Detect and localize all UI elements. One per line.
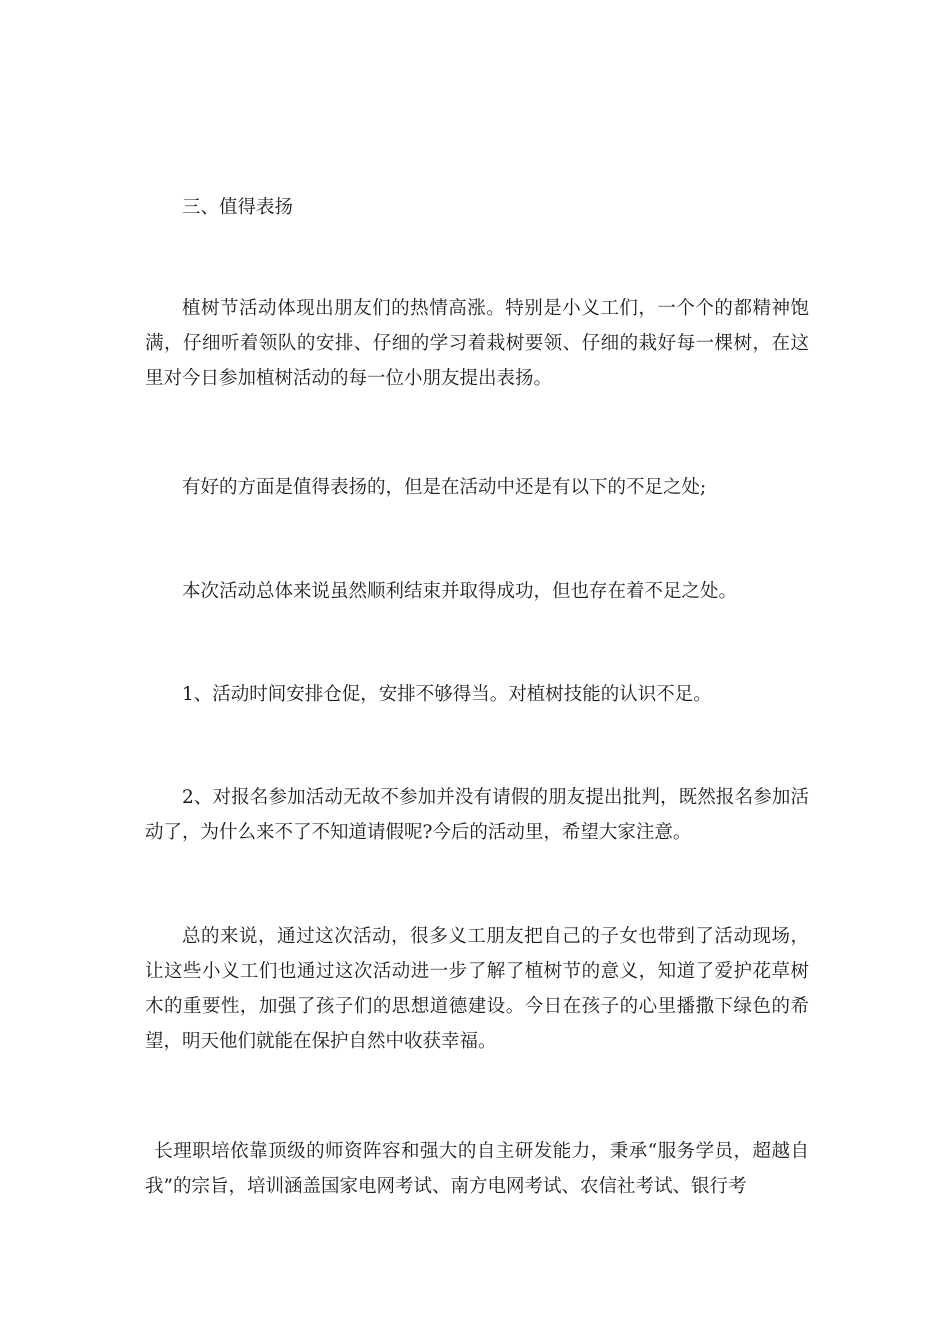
paragraph-summary-shortcoming: 本次活动总体来说虽然顺利结束并取得成功，但也存在着不足之处。 (182, 581, 738, 602)
list-item-2: 2、对报名参加活动无故不参加并没有请假的朋友提出批判，既然报名参加活动了，为什么来不了不知道请假呢?今后的活动里，希望大家注意。 (145, 787, 809, 843)
paragraph-transition: 有好的方面是值得表扬的，但是在活动中还是有以下的不足之处; (182, 477, 707, 498)
paragraph-praise: 植树节活动体现出朋友们的热情高涨。特别是小义工们，一个个的都精神饱满，仔细听着领队的安排、仔细的学习着栽树要领、仔细的栽好每一棵树，在这里对今日参加植树活动的每一位小朋友提出表扬。 (145, 298, 809, 389)
section-heading: 三、值得表扬 (182, 197, 294, 218)
paragraph-conclusion: 总的来说，通过这次活动，很多义工朋友把自己的子女也带到了活动现场，让这些小义工们也通过这次活动进一步了解了植树节的意义，知道了爱护花草树木的重要性，加强了孩子们的思想道德建设。今日在孩子的心里播撒下绿色的希望，明天他们就能在保护自然中收获幸福。 (145, 926, 809, 1052)
paragraph-footer-ad: 长理职培依靠顶级的师资阵容和强大的自主研发能力，秉承“服务学员，超越自我”的宗旨，培训涵盖国家电网考试、南方电网考试、农信社考试、银行考 (145, 1141, 809, 1197)
list-item-1: 1、活动时间安排仓促，安排不够得当。对植树技能的认识不足。 (182, 684, 712, 705)
